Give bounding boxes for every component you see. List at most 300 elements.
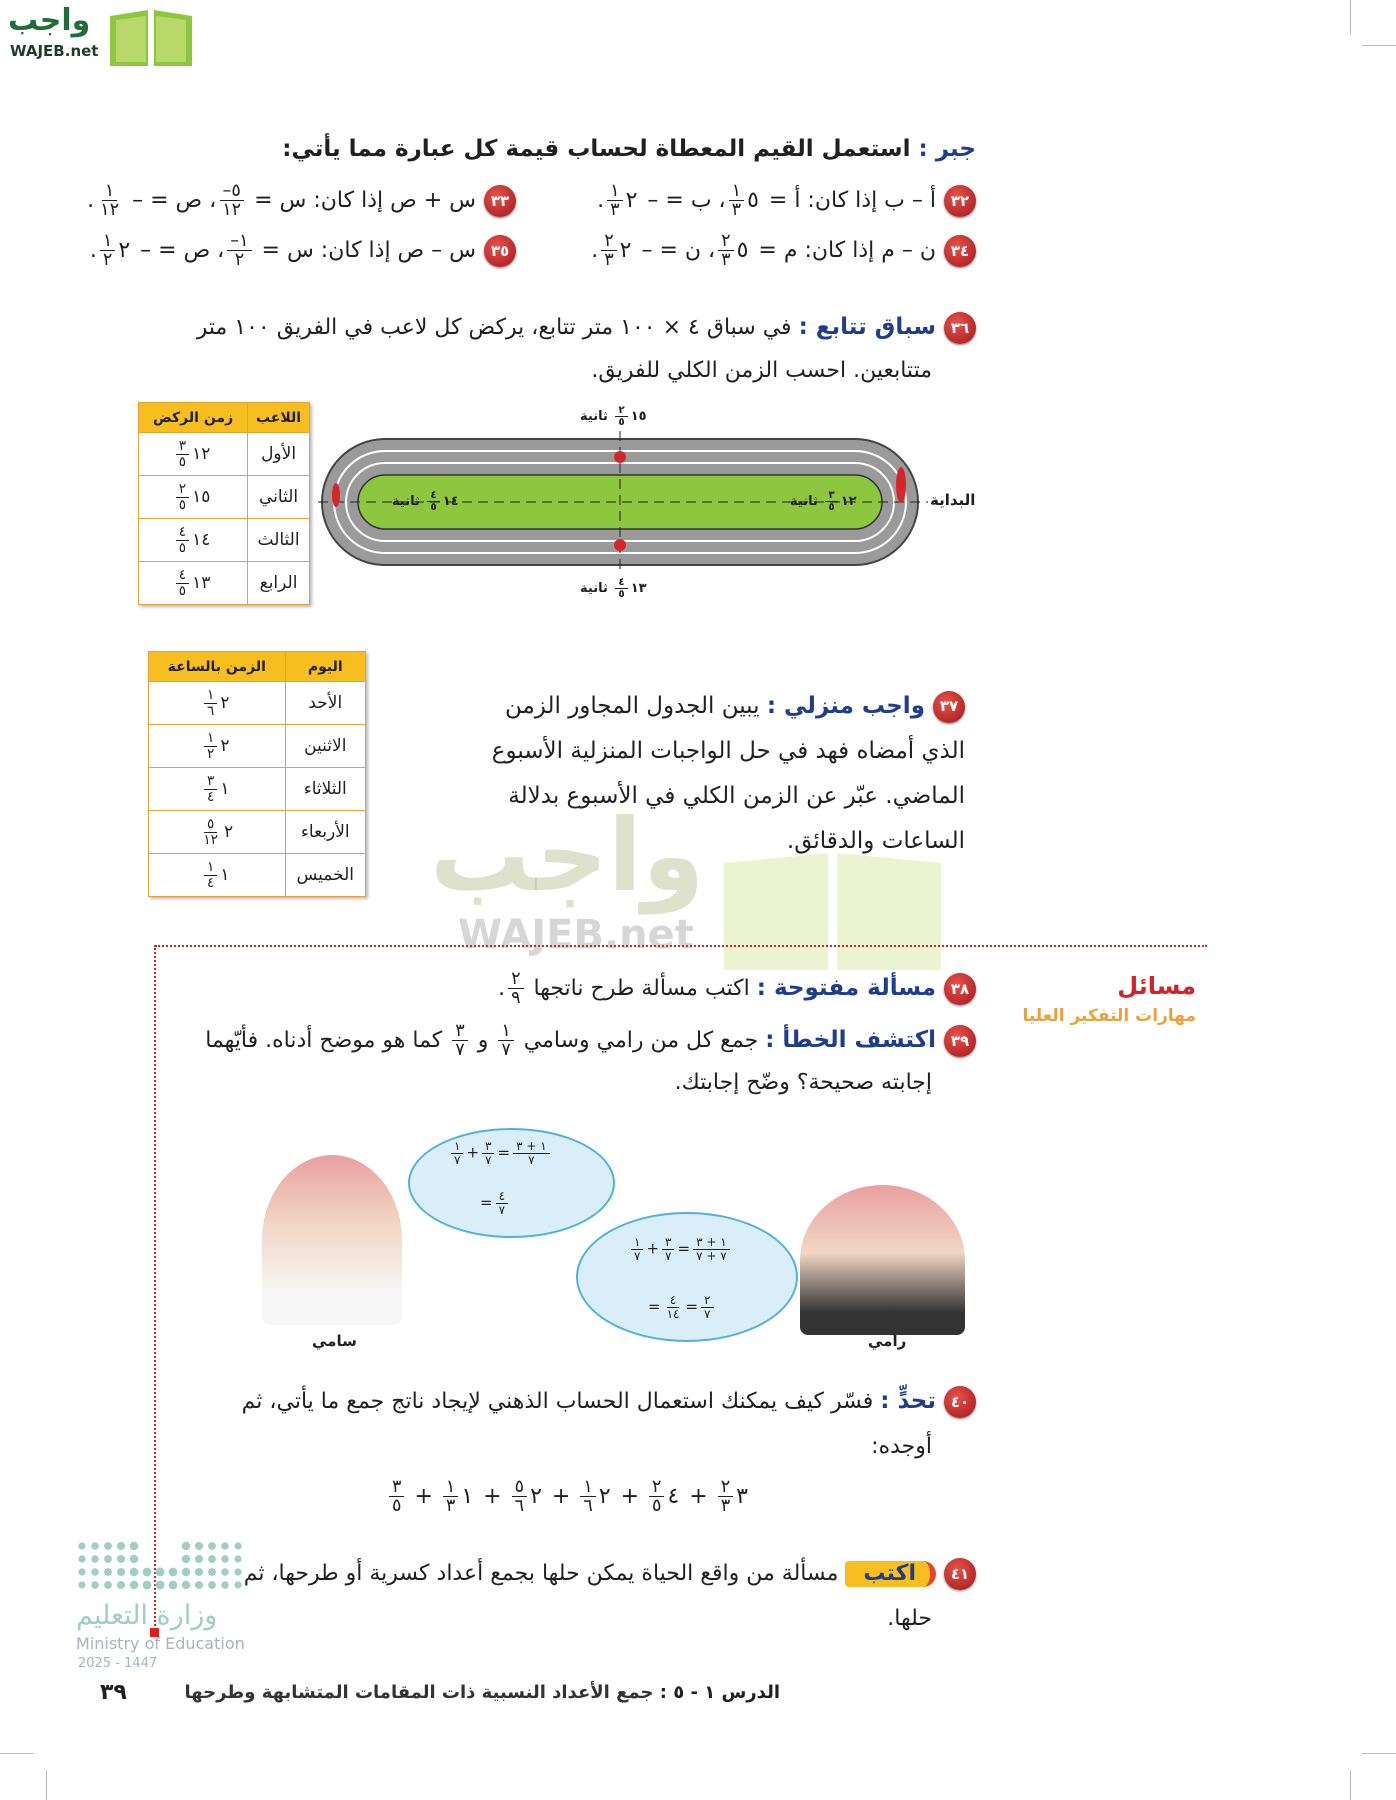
logo-dot [234,1555,241,1562]
numerator: ٢ [718,232,733,251]
text-segment: . [89,237,97,263]
numerator: ١– [227,232,251,251]
denominator: ٧ [498,1202,506,1217]
numerator: ٤ [667,1294,679,1308]
side-subtitle: مهارات التفكير العليا [1022,1006,1196,1026]
logo-dot [195,1542,203,1550]
math-text [648,1294,717,1320]
text-segment: ثانية [790,493,823,509]
table-row [149,682,366,725]
problem-text: في سباق ٤ × ١٠٠ متر تتابع، يركض كل لاعب في الفريق ١٠٠ متر [196,315,792,340]
denominator: ٥ [178,582,187,599]
numerator: ١ [580,1478,595,1497]
denominator: ٩ [511,988,521,1009]
logo-dot [221,1581,229,1589]
table-row [139,476,310,519]
track-label-right [790,490,860,513]
sami-photo [262,1155,402,1325]
ministry-english: Ministry of Education [76,1634,245,1653]
numerator: ١ [100,232,115,251]
problem-number-badge: ٣٣ [484,185,516,217]
fraction [693,1236,730,1262]
denominator: ٧ [528,1152,535,1167]
problem-number-badge: ٣٨ [944,973,976,1005]
problem-39 [205,1022,976,1060]
text-segment: . [87,187,95,213]
denominator: ٣ [721,250,731,271]
row-time [149,811,286,854]
table-row [149,768,366,811]
text-segment: + [407,1483,440,1509]
text-segment: جمع كل من رامي وسامي [516,1027,759,1053]
mixed-number [512,1478,542,1516]
text-segment: + [466,1143,480,1162]
logo-dot [182,1581,190,1589]
fraction [664,1294,683,1320]
whole-part: ١ [220,865,230,885]
mixed-number [825,490,856,513]
logo-dot [156,1581,165,1590]
table-row [139,433,310,476]
problem-title: سباق تتابع : [798,314,936,340]
fraction [662,1236,674,1262]
mixed-number [204,731,229,761]
text-segment: كما هو موضح أدناه. فأيّهما [205,1027,450,1053]
fraction [97,182,122,220]
problem-text: أوجده: [871,1434,932,1459]
text-segment: أ – ب إذا كان: أ = [761,187,936,213]
logo-dot [221,1568,229,1576]
fraction [389,1478,404,1516]
mixed-number [176,439,211,469]
section-divider [155,945,1207,947]
whole-part: ٥ [747,187,759,213]
denominator: ٢ [207,745,215,762]
denominator: ١٢ [203,831,218,848]
mixed-number [176,482,211,512]
whole-part: ١٥ [192,487,211,507]
logo-dot [221,1555,229,1563]
text-segment: + [682,1483,715,1509]
mixed-number [718,232,748,270]
whole-part: ١ [220,779,230,799]
logo-dot [91,1581,99,1589]
table-row [139,519,310,562]
text-segment: + [544,1483,578,1509]
logo-dot [208,1542,216,1550]
logo-dot [91,1555,99,1563]
row-label: الأحد [285,682,365,725]
logo-dot [130,1542,138,1550]
problem-text: متتابعين. احسب الزمن الكلي للفريق. [591,358,932,383]
logo-dot [182,1555,190,1563]
row-time [149,854,286,897]
problem-text: الذي أمضاه فهد في حل الواجبات المنزلية الأسبوع [491,738,965,764]
lesson-number: الدرس ١ - ٥ : [659,1682,780,1703]
algebra-heading [282,136,976,164]
logo-dot [78,1542,85,1549]
whole-part: ٢ [625,187,638,213]
mixed-number [204,860,229,890]
whole-part: ٢ [619,237,632,263]
logo-dot [104,1542,112,1550]
lesson-title: جمع الأعداد النسبية ذات المقامات المتشابهة وطرحها [184,1682,654,1703]
watermark-arabic: واجب [430,797,705,914]
denominator: ٢ [234,250,245,271]
numerator: ٣ [482,1140,494,1154]
math-text [498,969,750,1009]
whole-part: ١٤ [442,493,459,509]
problem-text: الساعات والدقائق. [786,828,965,854]
denominator: ٧ [454,1152,461,1167]
denominator: ٧ + ٧ [696,1248,727,1263]
whole-part: ٢ [220,693,230,713]
denominator: ٤ [207,874,215,891]
problem-37 [492,684,965,864]
logo-dot [182,1542,190,1550]
text-segment: ثانية [392,493,425,509]
problem-34 [591,232,976,270]
numerator: ٤ [427,490,439,502]
table-row [139,562,310,605]
numerator: ١ [607,182,622,201]
numerator: ٣ [204,774,217,789]
problem-number-badge: ٣٩ [944,1025,976,1057]
denominator: ٣ [720,1496,731,1517]
numerator: ١ + ٣ [513,1140,550,1154]
row-label: الثلاثاء [285,768,365,811]
logo-dot [104,1568,112,1576]
table-header: الزمن بالساعة [149,652,286,682]
denominator: ٧ [501,1040,511,1061]
row-label: الرابع [248,562,310,605]
homework-times-table [148,651,366,897]
logo-dot [195,1581,203,1589]
denominator: ٦ [207,702,215,719]
row-label: الخميس [285,854,365,897]
problem-number-badge: ٣٦ [944,312,976,344]
problem-text: مسألة من واقع الحياة يمكن حلها بجمع أعداد كسرية أو طرحها، ثم [243,1561,839,1586]
logo-dot [169,1581,178,1590]
denominator: ٥ [178,453,187,470]
numerator: ٢ [615,405,627,417]
text-segment: ، ص = – [133,237,225,263]
logo-dot [117,1555,125,1563]
mixed-number-expression [386,1478,751,1516]
lesson-footer [184,1682,780,1703]
math-text [597,181,936,221]
table-header: اللاعب [248,403,310,433]
logo-dot [78,1555,85,1562]
text-segment: + [646,1239,660,1258]
denominator: ١٤ [666,1306,680,1321]
text-segment: ثانية [580,580,613,596]
text-segment: = [648,1297,661,1316]
whole-part: ٤ [667,1483,680,1509]
numerator: ٢ [176,482,189,497]
denominator: ٥ [392,1496,402,1517]
problem-33 [87,182,516,220]
denominator: ٤ [207,788,215,805]
sami-speech-bubble [408,1128,615,1238]
problem-number-badge: ٣٤ [944,235,976,267]
numerator: ٣ [389,1478,404,1497]
algebra-title: جبر : [918,136,976,162]
mixed-number [100,232,130,270]
mixed-number [204,774,229,804]
fraction [452,1022,467,1060]
math-text [591,231,936,271]
table-header: زمن الركض [139,403,248,433]
denominator: ٧ [704,1306,711,1321]
problem-title: مسألة مفتوحة : [756,974,936,1001]
whole-part: ٢ [530,1483,542,1509]
logo-dot [234,1542,241,1549]
problem-36 [197,312,976,344]
denominator: ٣ [604,250,614,271]
numerator: ١ [443,1478,458,1497]
mixed-number [176,568,211,598]
logo-dot [169,1568,178,1577]
numerator: ١ [498,1022,513,1041]
table-row [149,854,366,897]
problem-number-badge: ٤١ [944,1558,976,1590]
logo-dot [143,1581,152,1590]
numerator: ١ + ٣ [693,1236,730,1250]
math-text [480,1190,511,1216]
table-row [149,725,366,768]
logo-dot [104,1555,112,1563]
whole-part: ٢ [118,237,131,263]
text-segment: = [497,1143,511,1162]
denominator: ١٢ [222,200,242,221]
whole-part: ٣ [736,1483,748,1509]
denominator: ٦ [514,1496,525,1517]
fraction [701,1294,713,1320]
problem-text: حلها. [887,1606,932,1631]
crop-mark [1362,45,1396,46]
whole-part: ١٢ [192,444,211,464]
text-segment: + [613,1483,647,1509]
problem-40 [242,1386,976,1418]
whole-part: ١٣ [630,580,647,596]
problem-35 [90,232,516,270]
problem-number-badge: ٤٠ [944,1386,976,1418]
logo-latin: WAJEB.net [10,42,99,60]
math-text [205,1021,759,1061]
logo-dot [195,1568,203,1576]
watermark-latin: WAJEB.net [458,912,694,958]
text-segment: = [677,1239,691,1258]
numerator: ٣ [452,1022,467,1041]
text-segment: اكتب مسألة طرح ناتجها [526,975,750,1001]
numerator: ٥ [512,1478,527,1497]
mixed-number [580,1478,610,1516]
mixed-number [649,1478,679,1516]
denominator: ٣ [445,1496,456,1517]
math-text [448,1140,553,1166]
rami-name: رامي [868,1332,907,1350]
problem-text: يبين الجدول المجاور الزمن [504,693,760,719]
row-label: الثاني [248,476,310,519]
whole-part: ٢ [598,1483,611,1509]
table-header: اليوم [285,652,365,682]
logo-dot [234,1581,241,1588]
numerator: ٤ [176,525,189,540]
fraction [496,1190,508,1216]
whole-part: ١٢ [840,493,857,509]
fraction [498,1022,513,1060]
logo-dot [117,1581,125,1589]
logo-dot [78,1568,85,1575]
ministry-arabic: وزارة التعليم [76,1600,218,1631]
denominator: ٦ [583,1496,593,1517]
fraction [227,232,251,270]
whole-part: ٢ [223,822,234,842]
numerator: ١ [451,1140,463,1154]
row-time [139,476,248,519]
crop-mark [1350,0,1351,34]
row-time [149,725,286,768]
table-row [149,811,366,854]
whole-part: ١٥ [630,408,647,424]
denominator: ٧ [665,1248,672,1263]
numerator: ١ [204,731,217,746]
text-segment: ، ص = – [125,187,217,213]
crop-mark [1350,1770,1351,1800]
row-time [139,519,248,562]
row-time [139,562,248,605]
fraction [508,970,523,1008]
denominator: ٣ [610,200,620,221]
rami-speech-bubble [576,1212,798,1342]
problem-title: اكتشف الخطأ : [765,1026,936,1053]
sami-name: سامي [312,1332,357,1350]
whole-part: ١٤ [192,530,211,550]
text-segment: س – ص إذا كان: س = [254,237,476,263]
crop-mark [0,1753,34,1754]
logo-dot [104,1581,112,1589]
problem-number-badge: ٣٢ [944,185,976,217]
problem-number-badge: ٣٧ [933,691,965,723]
logo-dot [78,1581,85,1588]
problem-title: تحدٍّ : [880,1388,936,1414]
logo-dot [143,1568,152,1577]
race-times-table [138,402,310,605]
denominator: ٥ [618,587,625,600]
logo-dot [130,1568,138,1576]
logo-dot [117,1542,125,1550]
numerator: ١ [204,860,217,875]
text-segment: ، ب = – [640,187,726,213]
math-text [87,181,476,221]
mixed-number [607,182,637,220]
numerator: ١ [631,1236,643,1250]
logo-arabic: واجب [8,3,91,38]
fraction [482,1140,494,1166]
numerator: ١ [204,688,217,703]
numerator: ١ [729,182,744,201]
row-label: الأربعاء [285,811,365,854]
mixed-number [615,577,646,600]
numerator: ٥ [204,817,217,832]
numerator: ٢ [701,1294,713,1308]
logo-dot [156,1568,165,1577]
logo-dot [130,1555,138,1563]
logo-dot [195,1555,203,1563]
text-segment: و [470,1027,496,1053]
fraction [219,182,244,220]
mixed-number [601,232,631,270]
logo-dot [208,1555,216,1563]
numerator: ٥– [220,182,244,201]
mixed-number [615,405,646,428]
math-text [628,1236,733,1262]
logo-dot [91,1542,99,1550]
math-text [89,231,476,271]
row-label: الثالث [248,519,310,562]
fraction [631,1236,643,1262]
mixed-number [443,1478,473,1516]
text-segment: س + ص إذا كان: س = [247,187,476,213]
text-segment: . [591,237,599,263]
row-label: الاثنين [285,725,365,768]
problem-text: الماضي. عبّر عن الزمن الكلي في الأسبوع بدلالة [508,783,965,809]
page-number: ٣٩ [100,1680,127,1705]
write-tag: اكتب [845,1561,936,1587]
denominator: ٧ [455,1040,465,1061]
numerator: ٢ [718,1478,733,1497]
numerator: ٣ [176,439,189,454]
logo-dot [234,1568,241,1575]
mixed-number [176,525,211,555]
denominator: ٢ [102,250,113,271]
denominator: ٣ [731,200,742,221]
denominator: ٥ [430,500,437,513]
text-segment: = [685,1297,699,1316]
logo-dot [117,1568,125,1576]
denominator: ٥ [618,415,625,428]
whole-part: ٥ [736,237,749,263]
logo-dot [208,1581,216,1589]
denominator: ١٢ [100,200,120,221]
denominator: ٥ [652,1496,662,1517]
denominator: ٥ [178,496,187,513]
problem-32 [597,182,976,220]
rami-photo [800,1185,965,1335]
relay-track-diagram [318,405,988,605]
crop-mark [1362,1753,1396,1754]
algebra-instruction: استعمل القيم المعطاة لحساب قيمة كل عبارة مما يأتي: [282,136,911,162]
denominator: ٥ [178,539,187,556]
whole-part: ١ [461,1483,474,1509]
text-segment: ن – م إذا كان: م = [751,237,936,263]
whole-part: ٢ [220,736,230,756]
mixed-number [718,1478,748,1516]
problem-number-badge: ٣٥ [484,235,516,267]
mixed-number [204,688,229,718]
denominator: ٧ [634,1248,641,1263]
problem-38 [498,970,976,1008]
track-label-left [392,490,462,513]
wajeb-logo[interactable] [8,4,193,66]
logo-dot [208,1568,216,1576]
text-segment: ثانية [580,408,613,424]
text-segment: . [597,187,605,213]
row-time [149,682,286,725]
track-label-top [580,405,650,428]
numerator: ٣ [662,1236,674,1250]
